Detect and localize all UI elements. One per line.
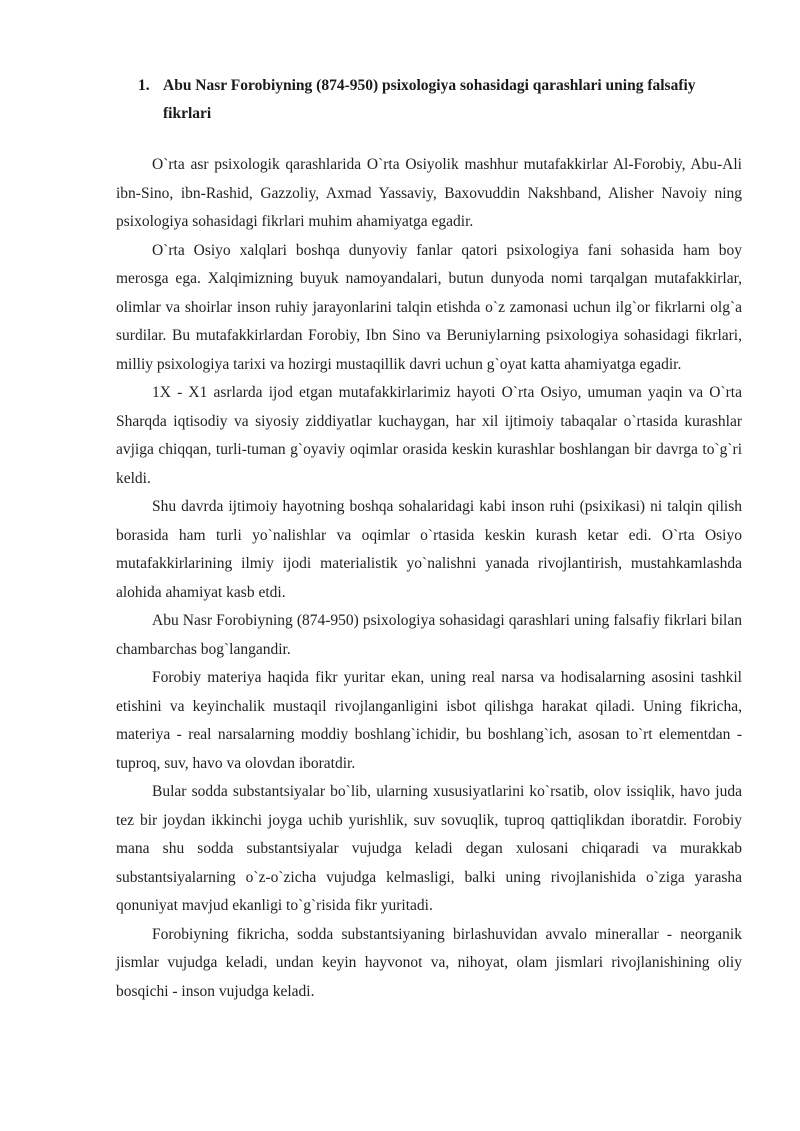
paragraph: O`rta Osiyo xalqlari boshqa dunyoviy fanlar qatori psixologiya fani sohasida ham boy merosga ega. Xalqimizning buyuk namoyandalari, butun dunyoda nomi tarqalgan mutafakkirlar, olimlar va shoirlar inson ruhiy jarayonlarini talqin etishda o`z zamonasi uchun ilg`or fikrlarni olg`a surdilar. Bu mutafakkirlardan Forobiy, Ibn Sino va Beruniylarning psixologiya sohasidagi fikrlari, milliy psixologiya tarixi va hozirgi mustaqillik davri uchun g`oyat katta ahamiyatga egadir.: [116, 241, 742, 373]
heading-number: 1.: [138, 77, 150, 94]
paragraph: Abu Nasr Forobiyning (874-950) psixologiya sohasidagi qarashlari uning falsafiy fikrlari bilan chambarchas bog`langandir.: [116, 612, 742, 658]
paragraph: Bular sodda substantsiyalar bo`lib, ularning xususiyatlarini ko`rsatib, olov issiqlik, havo juda tez bir joydan ikkinchi joyga uchib yurishlik, suv sovuqlik, tuproq qattiqlikdan iboratdir. Forobiy mana shu sodda substantsiyalar vujudga keladi degan xulosani chiqaradi va murakkab substantsiyalarning o`z-o`zicha vujudga kelmasligi, balki uning rivojlanishida o`ziga yarasha qonuniyat mavjud ekanligi to`g`risida fikr yuritadi.: [116, 783, 742, 914]
paragraph: Shu davrda ijtimoiy hayotning boshqa sohalaridagi kabi inson ruhi (psixikasi) ni talqin qilish borasida ham turli yo`nalishlar va oqimlar o`rtasida keskin kurash ketar edi. O`rta Osiyo mutafakkirlarining ilmiy ijodi materialistik yo`nalishni yanada rivojlantirish, mustahkamlashda alohida ahamiyat kasb etdi.: [116, 498, 742, 601]
paragraph: 1X - X1 asrlarda ijod etgan mutafakkirlarimiz hayoti O`rta Osiyo, umuman yaqin va O`rta Sharqda iqtisodiy va siyosiy ziddiyatlar kuchaygan, har xil ijtimoiy tabaqalar o`rtasida kurashlar avjiga chiqqan, turli-tuman g`oyaviy oqimlar orasida keskin kurashlar boshlangan bir davrga to`g`ri keldi.: [116, 384, 742, 487]
heading-title: Abu Nasr Forobiyning (874-950) psixologiya sohasidagi qarashlari uning falsafiy fikrlari: [163, 77, 696, 122]
paragraph: Forobiyning fikricha, sodda substantsiyaning birlashuvidan avvalo minerallar - neorganik jismlar vujudga keladi, undan keyin hayvonot va, nihoyat, olam jismlari rivojlanishining oliy bosqichi - inson vujudga keladi.: [116, 925, 742, 1000]
paragraph: Forobiy materiya haqida fikr yuritar ekan, uning real narsa va hodisalarning asosini tashkil etishini va keyinchalik mustaqil rivojlanganligini isbot qilishga harakat qiladi. Uning fikricha, materiya - real narsalarning moddiy boshlang`ichidir, bu boshlang`ich, asosan to`rt elementdan - tuproq, suv, havo va olovdan iboratdir.: [116, 669, 742, 772]
paragraph: O`rta asr psixologik qarashlarida O`rta Osiyolik mashhur mutafakkirlar Al-Forobiy, Abu-Ali ibn-Sino, ibn-Rashid, Gazzoliy, Axmad Yassaviy, Baxovuddin Nakshband, Alisher Navoiy ning psixologiya sohasidagi fikrlari muhim ahamiyatga egadir.: [116, 156, 742, 230]
body-text: [116, 151, 742, 1006]
section-heading: [138, 72, 738, 128]
